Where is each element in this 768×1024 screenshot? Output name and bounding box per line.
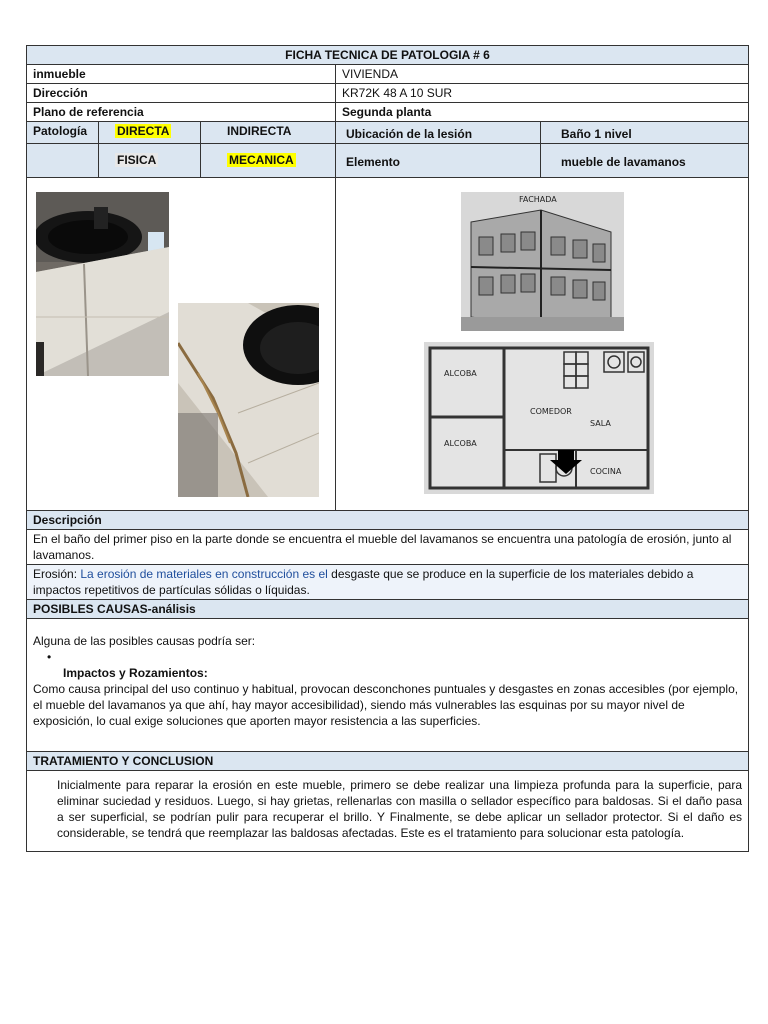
erosion-label: Erosión: <box>33 567 81 581</box>
direccion-value: KR72K 48 A 10 SUR <box>336 84 749 103</box>
plano-value: Segunda planta <box>336 103 749 122</box>
indirecta-option: INDIRECTA <box>201 122 336 144</box>
ubicacion-value: Baño 1 nivel <box>541 122 749 144</box>
floor-plan <box>424 342 654 494</box>
inmueble-value: VIVIENDA <box>336 65 749 84</box>
plano-label: Plano de referencia <box>27 103 336 122</box>
plans-cell <box>336 178 749 511</box>
comedor-label: COMEDOR <box>530 407 572 416</box>
technical-sheet <box>26 45 748 852</box>
causas-subtitle: Impactos y Rozamientos: <box>63 666 208 680</box>
fachada-label: FACHADA <box>519 195 557 204</box>
ubicacion-label: Ubicación de la lesión <box>336 122 541 144</box>
descripcion-text: En el baño del primer piso en la parte donde se encuentra el mueble del lavamanos se encuentra una patología de erosión, junto al lavamanos. <box>27 530 749 565</box>
alcoba-1-label: ALCOBA <box>444 369 477 378</box>
causas-text: Como causa principal del uso continuo y habitual, provocan desconchones puntuales y desgastes en zonas accesibles (por ejemplo, el mueble del lavamanos ya que ahí, hay mayor accesibilidad), siendo más vulnerables las esquinas por su mayor nivel de exposición, lo cual exige soluciones que aporten mayor resistencia a las superficies. <box>33 682 739 728</box>
tratamiento-text: Inicialmente para reparar la erosión en este mueble, primero se debe realizar una limpieza profunda para la superficie, para eliminar suciedad y residuos. Luego, si hay grietas, rellenarlas con masilla o sellador específico para baldosas. Si el daño pasa a ser superficial, se podrían pulir para recuperar el brillo. Y Finalmente, se debe aplicar un sellador protector. Si el daño es considerable, se tendrá que reemplazar las baldosas afectadas. Este es el tratamiento para solucionar esta patología. <box>27 771 749 852</box>
mecanica-option: MECANICA <box>229 153 294 167</box>
directa-option: DIRECTA <box>117 124 170 138</box>
causas-heading: POSIBLES CAUSAS-análisis <box>27 600 749 619</box>
sheet-title: FICHA TECNICA DE PATOLOGIA # 6 <box>27 46 749 65</box>
tratamiento-heading: TRATAMIENTO Y CONCLUSION <box>27 752 749 771</box>
cocina-label: COCINA <box>590 467 622 476</box>
sink-photo-1 <box>36 192 169 376</box>
elemento-value: mueble de lavamanos <box>541 144 749 178</box>
facade-sketch <box>461 192 624 331</box>
elemento-label: Elemento <box>336 144 541 178</box>
sink-photo-2 <box>178 303 319 497</box>
erosion-rest: desgaste que se produce en la superficie de los materiales debido a impactos repetitivos de partículas sólidas o líquidas. <box>33 567 694 597</box>
erosion-definition <box>27 565 749 600</box>
direccion-label: Dirección <box>27 84 336 103</box>
causas-bullet: • <box>47 650 52 664</box>
descripcion-heading: Descripción <box>27 511 749 530</box>
photos-cell <box>27 178 336 511</box>
fisica-option: FISICA <box>117 153 157 167</box>
patologia-label: Patología <box>27 122 99 144</box>
inmueble-label: inmueble <box>27 65 336 84</box>
sala-label: SALA <box>590 419 611 428</box>
pathology-table <box>26 45 749 852</box>
erosion-highlight: La erosión de materiales en construcción es el <box>80 567 328 581</box>
causas-body <box>27 619 749 752</box>
alcoba-2-label: ALCOBA <box>444 439 477 448</box>
causas-intro: Alguna de las posibles causas podría ser: <box>33 634 256 648</box>
